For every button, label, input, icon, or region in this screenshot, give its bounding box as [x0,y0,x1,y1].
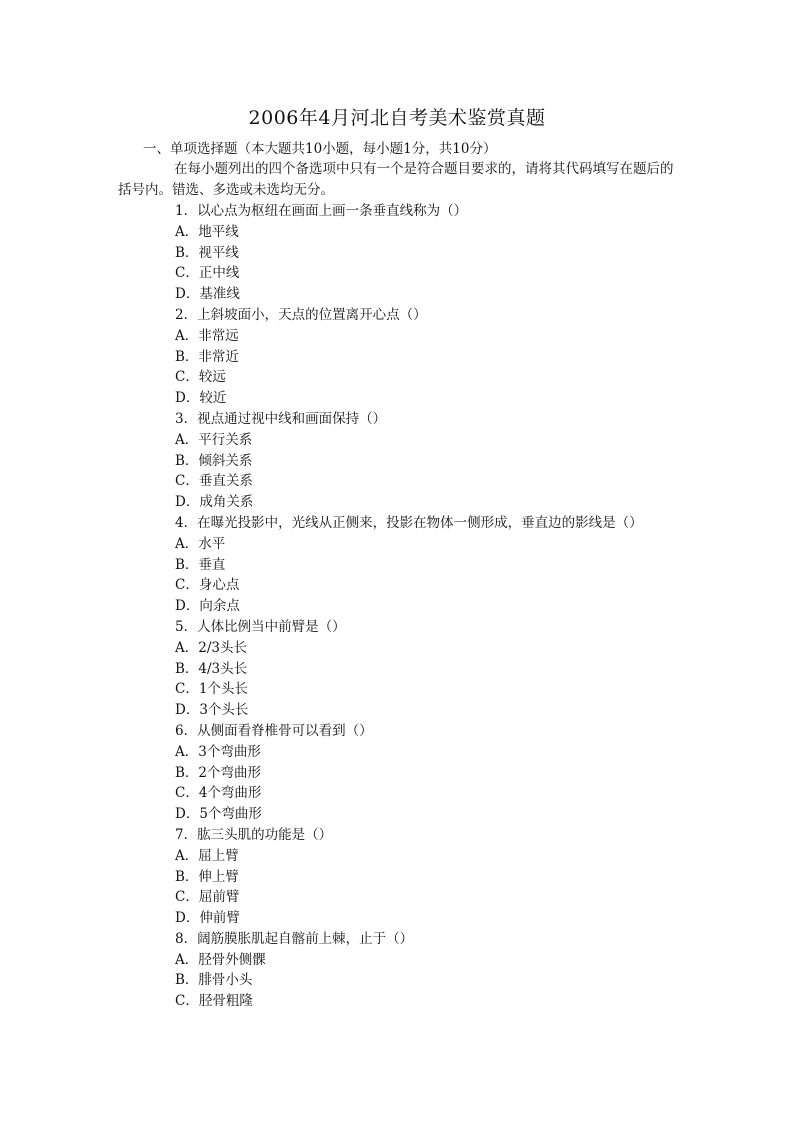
question-stem: 4．在曝光投影中，光线从正侧来，投影在物体一侧形成，垂直边的影线是（） [175,514,643,531]
question-stem: 5．人体比例当中前臂是（） [175,618,346,635]
answer-option: D．3个头长 [175,702,249,719]
answer-option: C．身心点 [175,577,240,594]
answer-option: B．腓骨小头 [175,972,253,989]
question-list [175,201,643,1012]
question-stem: 6．从侧面看脊椎骨可以看到（） [175,722,373,739]
answer-option: C．屈前臂 [175,889,240,906]
instruction-paragraph: 在每小题列出的四个备选项中只有一个是符合题目要求的，请将其代码填写在题后的括号内。错选、多选或未选均无分。 [118,161,674,198]
question-stem: 7．肱三头肌的功能是（） [175,826,333,843]
question-stem: 3．视点通过视中线和画面保持（） [175,410,387,427]
answer-option: B．倾斜关系 [175,452,253,469]
answer-option: B．垂直 [175,556,226,573]
question-stem: 2．上斜坡面小，天点的位置离开心点（） [175,306,427,323]
answer-option: A．非常远 [175,327,239,344]
answer-option: C．较远 [175,369,226,386]
answer-option: A．2/3头长 [175,639,247,656]
answer-option: B．2个弯曲形 [175,764,262,781]
answer-option: B．视平线 [175,244,239,261]
answer-option: C．正中线 [175,265,240,282]
answer-option: D．5个弯曲形 [175,806,262,823]
answer-option: A．屈上臂 [175,847,239,864]
answer-option: B．伸上臂 [175,868,239,885]
answer-option: A．3个弯曲形 [175,743,261,760]
answer-option: A．地平线 [175,223,239,240]
answer-option: D．伸前臂 [175,910,240,927]
answer-option: A．水平 [175,535,226,552]
answer-option: B．非常近 [175,348,239,365]
answer-option: C．1个头长 [175,681,248,698]
section-heading: 一、单项选择题（本大题共10小题，每小题1分，共10分） [143,141,497,157]
answer-option: D．成角关系 [175,494,254,511]
answer-option: D．基准线 [175,286,240,303]
question-stem: 1．以心点为枢纽在画面上画一条垂直线称为（） [175,203,468,219]
answer-option: C．4个弯曲形 [175,785,262,802]
answer-option: A．胫骨外侧髁 [175,951,266,968]
answer-option: D．向余点 [175,598,240,615]
answer-option: B．4/3头长 [175,660,248,677]
page-title: 2006年4月河北自考美术鉴赏真题 [248,107,546,129]
question-stem: 8．阔筋膜胀肌起自髂前上棘，止于（） [175,930,414,947]
answer-option: A．平行关系 [175,431,253,448]
answer-option: D．较近 [175,390,227,407]
answer-option: C．垂直关系 [175,473,253,490]
answer-option: C．胫骨粗隆 [175,993,253,1010]
